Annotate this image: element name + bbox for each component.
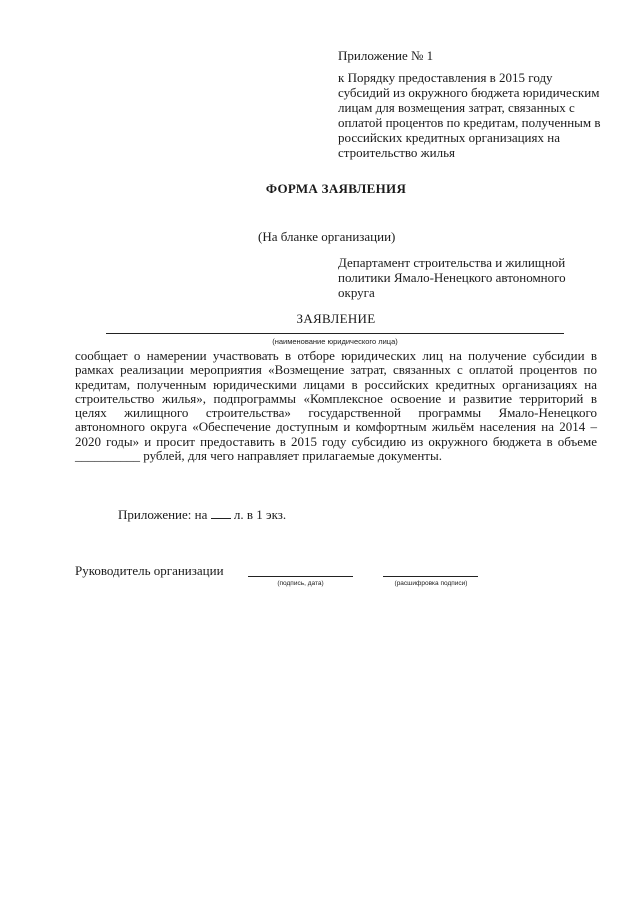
appendix-description: к Порядку предоставления в 2015 году субсидий из окружного бюджета юридическим лицам для возмещения затрат, связанных с оплатой процентов по кредитам, полученным в российских кредитных организациях на строительство жилья [338, 70, 601, 160]
letterhead-note: (На бланке организации) [258, 229, 396, 244]
attachment-line [118, 507, 286, 523]
signature-caption: (подпись, дата) [277, 580, 324, 587]
statement-title: ЗАЯВЛЕНИЕ [296, 311, 376, 326]
form-title: ФОРМА ЗАЯВЛЕНИЯ [265, 181, 407, 196]
attachment-suffix: л. в 1 экз. [233, 507, 287, 522]
recipient-address: Департамент строительства и жилищной политики Ямало-Ненецкого автономного округа [338, 255, 566, 300]
signature-decode-caption: (расшифровка подписи) [394, 580, 468, 587]
signature-line [248, 576, 353, 577]
attachment-prefix: Приложение: на [118, 507, 208, 522]
appendix-title: Приложение № 1 [338, 48, 434, 63]
head-of-organization-label: Руководитель организации [75, 563, 224, 578]
signature-decode-line [383, 576, 478, 577]
attachment-page-count-blank [211, 507, 231, 519]
organization-name-caption: (наименование юридического лица) [272, 337, 398, 346]
statement-body: сообщает о намерении участвовать в отборе юридических лиц на получение субсидии в рамках реализации мероприятия «Возмещение затрат, связанных с оплатой процентов по кредитам, полученным юридическими лицами в российских кредитных организациях на строительство жилья», подпрограммы «Комплексное освоение и развитие территорий в целях жилищного строительства» государственной программы Ямало-Ненецкого автономного округа «Обеспечение доступным и комфортным жильём населения на 2014 – 2020 годы» и просит предоставить в 2015 году субсидию из окружного бюджета в объеме __________ рублей, для чего направляет прилагаемые документы. [75, 348, 597, 464]
organization-name-line [106, 333, 564, 334]
